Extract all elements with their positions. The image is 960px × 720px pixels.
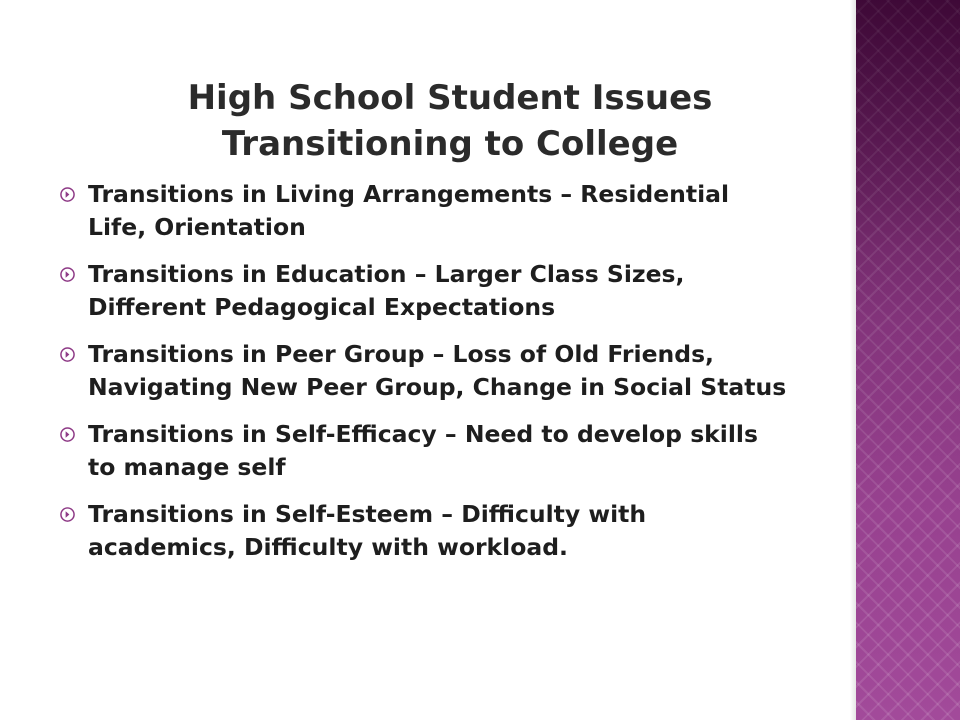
circled-arrow-icon (60, 347, 75, 362)
slide-title-line-1: High School Student Issues (187, 77, 713, 118)
slide-title (60, 75, 840, 167)
circled-arrow-icon (60, 267, 75, 282)
bullet-text: Transitions in Education – Larger Class Sizes, Different Pedagogical Expectations (88, 260, 685, 321)
bullet-item (60, 178, 790, 244)
bullet-list (60, 178, 790, 578)
bullet-text: Transitions in Living Arrangements – Residential Life, Orientation (88, 180, 730, 241)
bullet-text: Transitions in Self-Efficacy – Need to develop skills to manage self (88, 420, 758, 481)
circled-arrow-icon (60, 507, 75, 522)
bullet-item (60, 418, 790, 484)
circled-arrow-icon (60, 427, 75, 442)
bullet-text: Transitions in Self-Esteem – Difficulty with academics, Difficulty with workload. (88, 500, 647, 561)
bullet-item (60, 338, 790, 404)
bullet-item (60, 498, 790, 564)
circled-arrow-icon (60, 187, 75, 202)
slide-title-line-2: Transitioning to College (221, 123, 679, 164)
bullet-text: Transitions in Peer Group – Loss of Old Friends, Navigating New Peer Group, Change in Social Status (88, 340, 787, 401)
decorative-side-panel (856, 0, 960, 720)
bullet-item (60, 258, 790, 324)
